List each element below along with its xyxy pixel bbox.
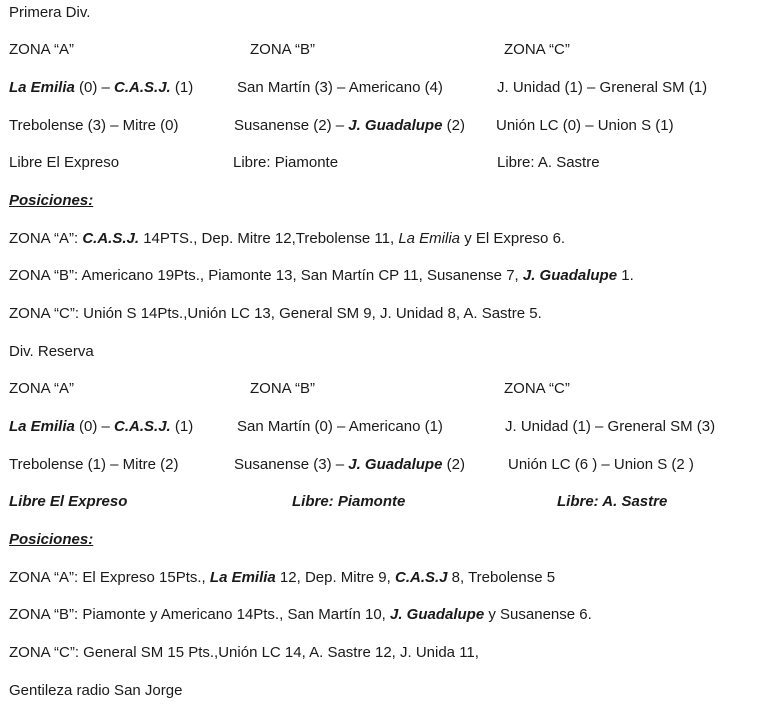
primera-zona-c-match-2: Unión LC (0) – Union S (1) bbox=[496, 117, 674, 134]
team-name: C.A.S.J. bbox=[114, 418, 171, 435]
footer-credit: Gentileza radio San Jorge bbox=[9, 682, 183, 699]
team-name: J. Guadalupe bbox=[522, 267, 618, 284]
team-name: C.A.S.J. bbox=[82, 230, 140, 247]
score: (1) bbox=[170, 418, 194, 435]
primera-zona-a-libre: Libre El Expreso bbox=[9, 154, 120, 171]
team-name: J. Guadalupe bbox=[348, 456, 443, 473]
primera-zona-b-libre: Libre: Piamonte bbox=[233, 154, 339, 171]
primera-title: Primera Div. bbox=[9, 4, 91, 21]
primera-zona-a-match-2: Trebolense (3) – Mitre (0) bbox=[9, 117, 179, 134]
score: (2) bbox=[442, 456, 465, 473]
primera-zona-c-match-1: J. Unidad (1) – Greneral SM (1) bbox=[497, 79, 708, 96]
primera-zona-b-match-1: San Martín (3) – Americano (4) bbox=[237, 79, 443, 96]
primera-zona-c-libre: Libre: A. Sastre bbox=[497, 154, 600, 171]
team-name: J. Guadalupe bbox=[348, 117, 443, 134]
primera-zona-b-header: ZONA “B” bbox=[250, 41, 316, 58]
team-name: La Emilia bbox=[9, 79, 75, 96]
reserva-posiciones-zona-c: ZONA “C”: General SM 15 Pts.,Unión LC 14, A. Sastre 12, J. Unida 11, bbox=[9, 644, 479, 661]
team-name: C.A.S.J. bbox=[114, 79, 171, 96]
primera-zona-c-header: ZONA “C” bbox=[504, 41, 570, 58]
reserva-zona-b-header: ZONA “B” bbox=[250, 380, 316, 397]
reserva-posiciones-zona-b: ZONA “B”: Piamonte y Americano 14Pts., San Martín 10, J. Guadalupe y Susanense 6. bbox=[9, 606, 592, 623]
team-name: C.A.S.J bbox=[394, 569, 448, 586]
primera-posiciones-zona-a: ZONA “A”: C.A.S.J. 14PTS., Dep. Mitre 12,Trebolense 11, La Emilia y El Expreso 6. bbox=[9, 230, 566, 247]
primera-posiciones-zona-b: ZONA “B”: Americano 19Pts., Piamonte 13, San Martín CP 11, Susanense 7, J. Guadalupe 1. bbox=[9, 267, 634, 284]
reserva-zona-c-match-2: Unión LC (6 ) – Union S (2 ) bbox=[508, 456, 694, 473]
reserva-zona-b-libre: Libre: Piamonte bbox=[292, 493, 406, 510]
primera-zona-b-match-2 bbox=[234, 117, 465, 135]
score: (2) bbox=[442, 117, 465, 134]
reserva-zona-b-match-2 bbox=[234, 456, 465, 474]
match-text: Susanense (2) – bbox=[234, 117, 349, 134]
primera-posiciones-zona-c: ZONA “C”: Unión S 14Pts.,Unión LC 13, General SM 9, J. Unidad 8, A. Sastre 5. bbox=[9, 305, 542, 322]
primera-zona-a-header: ZONA “A” bbox=[9, 41, 75, 58]
reserva-zona-a-match-2: Trebolense (1) – Mitre (2) bbox=[9, 456, 179, 473]
reserva-posiciones-heading: Posiciones: bbox=[9, 531, 94, 548]
score: (0) – bbox=[74, 418, 115, 435]
primera-posiciones-heading: Posiciones: bbox=[9, 192, 94, 209]
team-name: La Emilia bbox=[209, 569, 276, 586]
reserva-zona-b-match-1: San Martín (0) – Americano (1) bbox=[237, 418, 443, 435]
reserva-zona-c-header: ZONA “C” bbox=[504, 380, 570, 397]
team-name: J. Guadalupe bbox=[390, 606, 485, 623]
reserva-zona-c-match-1: J. Unidad (1) – Greneral SM (3) bbox=[505, 418, 716, 435]
reserva-zona-a-libre: Libre El Expreso bbox=[9, 493, 128, 510]
team-name: La Emilia bbox=[398, 230, 461, 247]
reserva-zona-a-header: ZONA “A” bbox=[9, 380, 75, 397]
reserva-posiciones-zona-a: ZONA “A”: El Expreso 15Pts., La Emilia 12, Dep. Mitre 9, C.A.S.J 8, Trebolense 5 bbox=[9, 569, 556, 586]
team-name: La Emilia bbox=[9, 418, 75, 435]
primera-zona-a-match-1 bbox=[9, 79, 193, 97]
score: (0) – bbox=[74, 79, 115, 96]
match-text: Susanense (3) – bbox=[234, 456, 349, 473]
score: (1) bbox=[170, 79, 194, 96]
reserva-zona-c-libre: Libre: A. Sastre bbox=[557, 493, 668, 510]
reserva-title: Div. Reserva bbox=[9, 343, 94, 360]
reserva-zona-a-match-1 bbox=[9, 418, 193, 436]
